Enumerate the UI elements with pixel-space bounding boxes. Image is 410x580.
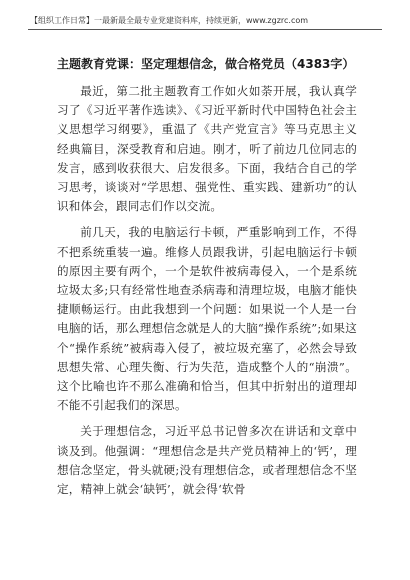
paragraph: 关于理想信念，习近平总书记曾多次在讲话和文章中谈及到。他强调：“理想信念是共产党员精神上的‘钙’，理想信念坚定，骨头就硬;没有理想信念，或者理想信念不坚定，精神上就会‘缺钙’，就会得‘软骨 bbox=[57, 424, 357, 497]
paragraph: 前几天，我的电脑运行卡顿，严重影响到工作，不得不把系统重装一遍。维修人员跟我讲，引起电脑运行卡顿的原因主要有两个，一个是软件被病毒侵入，一个是系统垃圾太多;只有经常性地查杀病毒和清理垃圾，电脑才能快捷顺畅运行。由此我想到一个问题：如果说一个人是一台电脑的话，那么理想信念就是人的大脑“操作系统”;如果这个“操作系统”被病毒入侵了，被垃圾充塞了，必然会导致思想失常、心理失衡、行为失范，造成整个人的“崩溃”。这个比喻也许不那么准确和恰当，但其中折射出的道理却不能不引起我们的深思。 bbox=[57, 225, 357, 413]
document-title: 主题教育党课：坚定理想信念，做合格党员（4383字） bbox=[57, 57, 355, 71]
paragraph: 最近，第二批主题教育工作如火如荼开展，我认真学习了《习近平著作选读》、《习近平新时代中国特色社会主义思想学习纲要》，重温了《共产党宣言》等马克思主义经典篇目，深受教育和启迪。刚才，听了前边几位同志的发言，感到收获很大、启发很多。下面，我结合自己的学习思考，谈谈对“学思想、强党性、重实践、建新功”的认识和体会，跟同志们作以交流。 bbox=[57, 84, 357, 214]
page-header: 【组织工作日常】一最新最全最专业党建资料库，持续更新，www.zgzrc.com bbox=[30, 16, 309, 25]
header-divider bbox=[28, 29, 382, 30]
document-body bbox=[57, 82, 357, 506]
